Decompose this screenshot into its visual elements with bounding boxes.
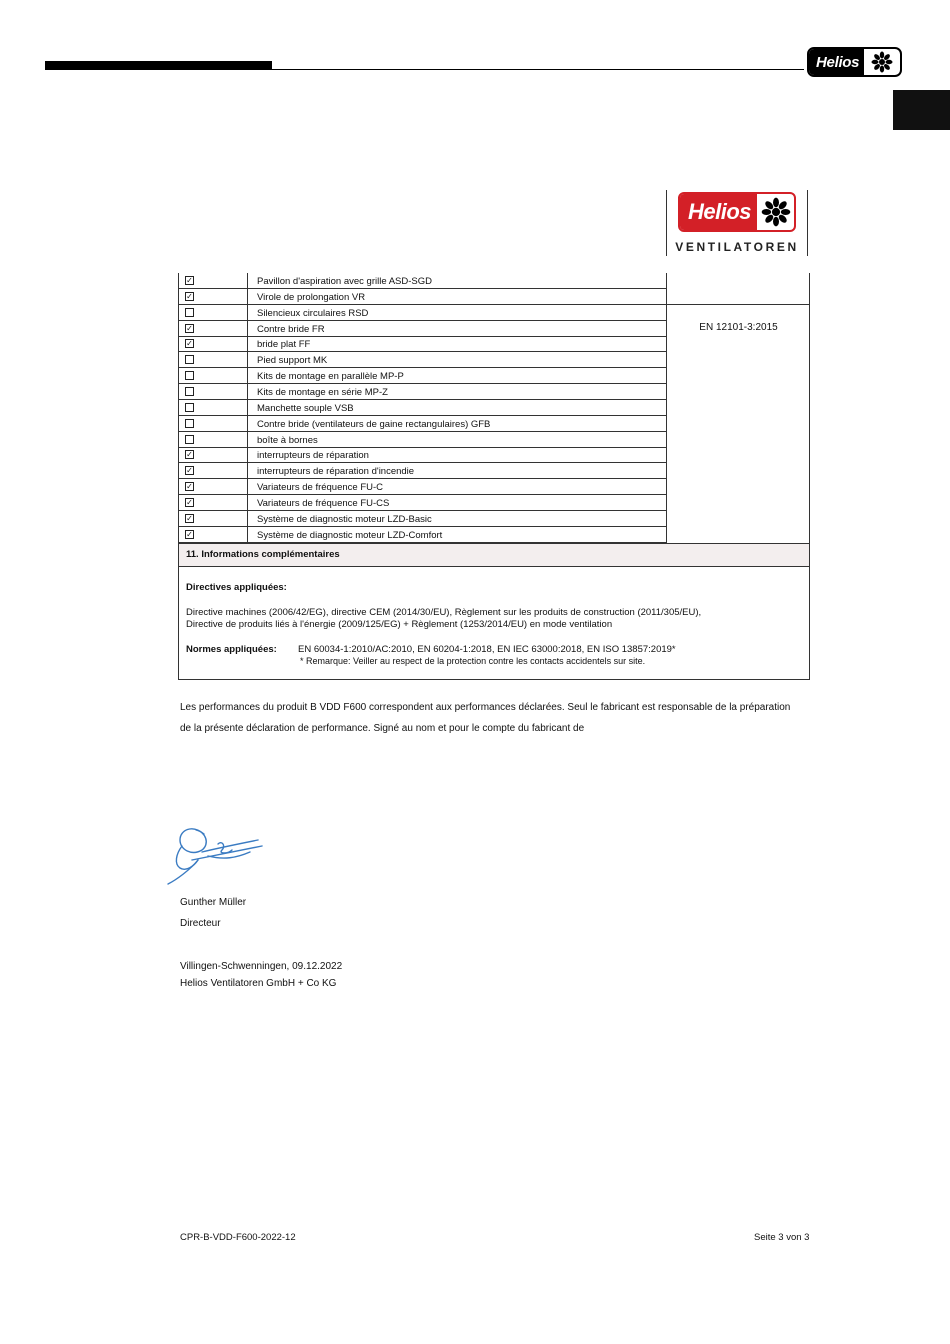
accessory-label: Pavillon d'aspiration avec grille ASD-SGD (257, 276, 433, 287)
table-row (179, 273, 667, 289)
accessory-label: Kits de montage en parallèle MP-P (257, 371, 404, 383)
checkbox-checked-icon: ✓ (186, 482, 193, 492)
accessory-label: Variateurs de fréquence FU-C (257, 482, 384, 494)
section-11-title: 11. Informations complémentaires (179, 543, 809, 567)
directives-line: Directive de produits liés à l'énergie (2009/125/EG) + Règlement (1253/2014/EU) en mode ventilation (186, 619, 613, 630)
table-row (179, 336, 667, 352)
header-logo (807, 47, 902, 77)
normes-line: EN 60034-1:2010/AC:2010, EN 60204-1:2018, EN IEC 63000:2018, EN ISO 13857:2019* (298, 644, 676, 655)
checkbox-checked-icon: ✓ (186, 529, 193, 539)
document-logo-word: Helios (680, 194, 757, 230)
table-row (179, 495, 667, 511)
table-row (179, 416, 667, 432)
fan-icon (864, 51, 900, 73)
checkbox-checked-icon: ✓ (186, 466, 193, 476)
table-row (179, 447, 667, 463)
statement-line: de la présente déclaration de performance. Signé au nom et pour le compte du fabricant de (180, 723, 585, 734)
table-row (179, 463, 667, 479)
checkbox-checked-icon: ✓ (186, 497, 193, 507)
normes-label: Normes appliquées: (186, 644, 277, 655)
checkbox-checked-icon: ✓ (186, 513, 193, 523)
table-row (179, 305, 667, 321)
checkbox-empty-icon (185, 355, 194, 364)
accessory-label: Contre bride FR (257, 323, 325, 335)
table-row (179, 511, 667, 527)
accessory-label: interrupteurs de réparation (257, 450, 369, 462)
checkbox-checked-icon: ✓ (186, 450, 193, 460)
accessory-label: Kits de montage en série MP-Z (257, 386, 388, 398)
checkbox-checked-icon: ✓ (186, 339, 193, 349)
accessory-label: Système de diagnostic moteur LZD-Basic (257, 513, 432, 525)
signatory-role: Directeur (180, 918, 221, 929)
accessory-label: Système de diagnostic moteur LZD-Comfort (257, 529, 443, 541)
company-name: Helios Ventilatoren GmbH + Co KG (180, 978, 337, 989)
accessory-label: Variateurs de fréquence FU-CS (257, 497, 390, 509)
accessory-label: Virole de prolongation VR (257, 291, 366, 303)
accessory-label: Silencieux circulaires RSD (257, 307, 369, 319)
checkbox-checked-icon: ✓ (186, 323, 193, 333)
table-row (179, 352, 667, 368)
header-rule-thin (272, 69, 804, 70)
header-rule-thick (45, 61, 272, 70)
statement-line: Les performances du produit B VDD F600 correspondent aux performances déclarées. Seul le fabricant est responsable de la préparation (180, 702, 791, 713)
side-tab (893, 90, 950, 130)
accessory-label: bride plat FF (257, 339, 311, 351)
table-row (179, 368, 667, 384)
table-row (179, 321, 667, 337)
checkbox-empty-icon (185, 403, 194, 412)
checkbox-empty-icon (185, 308, 194, 317)
table-row (179, 432, 667, 448)
place-date: Villingen-Schwenningen, 09.12.2022 (180, 961, 343, 972)
signature (162, 820, 272, 893)
norm-cell-divider (667, 304, 810, 305)
footer-page-number: Seite 3 von 3 (754, 1232, 810, 1243)
table-row (179, 527, 667, 543)
accessory-label: Contre bride (ventilateurs de gaine rectangulaires) GFB (257, 418, 491, 430)
signatory-name: Gunther Müller (180, 897, 247, 908)
accessory-label: boîte à bornes (257, 434, 318, 446)
checkbox-checked-icon: ✓ (186, 276, 193, 285)
directives-label: Directives appliquées: (186, 582, 287, 593)
document-logo-subtitle: VENTILATOREN (675, 240, 799, 254)
table-row (179, 384, 667, 400)
accessories-table (178, 273, 810, 680)
header-logo-word: Helios (809, 49, 864, 75)
norm-reference: EN 12101-3:2015 (699, 322, 778, 333)
checkbox-empty-icon (185, 435, 194, 444)
accessory-label: interrupteurs de réparation d'incendie (257, 466, 415, 478)
table-row (179, 400, 667, 416)
fan-icon (757, 194, 794, 230)
footer-doc-id: CPR-B-VDD-F600-2022-12 (180, 1232, 296, 1243)
checkbox-empty-icon (185, 419, 194, 428)
directives-line: Directive machines (2006/42/EG), directive CEM (2014/30/EU), Règlement sur les produits de construction (2011/305/EU), (186, 607, 702, 618)
accessory-label: Pied support MK (257, 355, 328, 367)
normes-remark: * Remarque: Veiller au respect de la protection contre les contacts accidentels sur site. (300, 656, 646, 666)
accessory-label: Manchette souple VSB (257, 402, 354, 414)
table-row (179, 289, 667, 305)
checkbox-empty-icon (185, 371, 194, 380)
document-logo-block (666, 190, 808, 256)
document-logo (678, 192, 796, 232)
checkbox-checked-icon: ✓ (186, 291, 193, 301)
table-row (179, 479, 667, 495)
checkbox-empty-icon (185, 387, 194, 396)
